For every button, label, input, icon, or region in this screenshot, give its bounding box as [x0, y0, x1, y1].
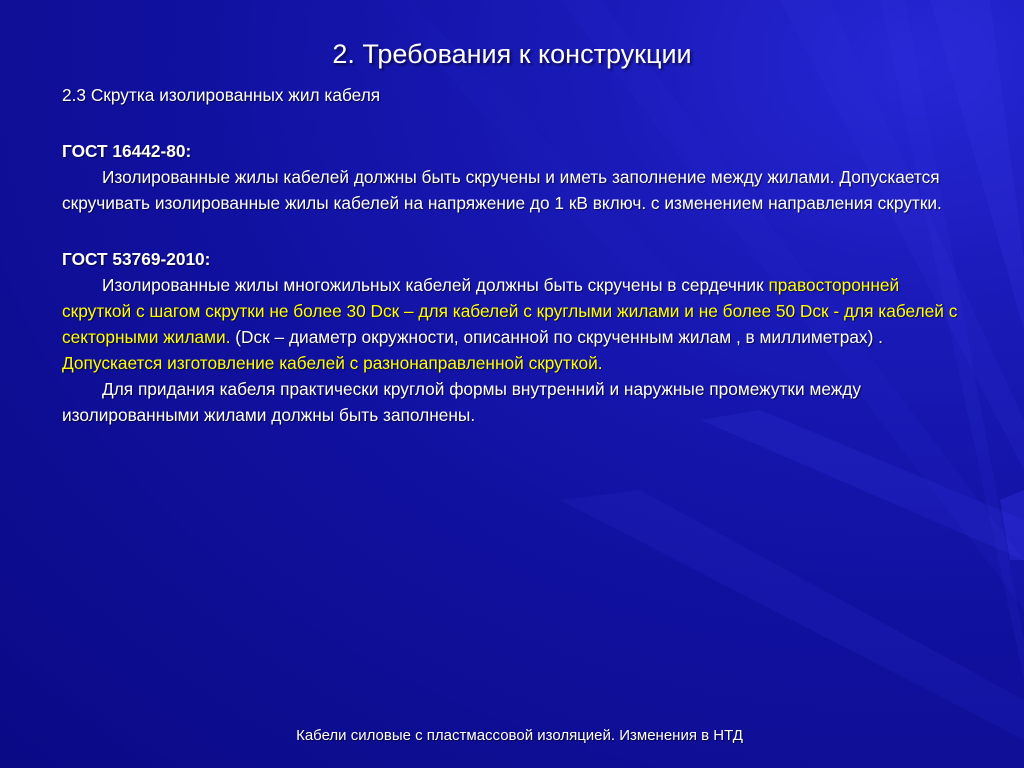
- slide-title: 2. Требования к конструкции: [332, 39, 692, 69]
- gost-16442-text: Изолированные жилы кабелей должны быть скручены и иметь заполнение между жилами. Допускается скручивать изолированные жилы кабелей на напряжение до 1 кВ включ. с изменением направления скрутки.: [62, 167, 942, 213]
- paragraph-text: (Dск – диаметр окружности, описанной по скрученным жилам , в миллиметрах) .: [230, 327, 883, 347]
- highlighted-requirement: правосторонней скруткой с шагом скрутки не более 30 Dск – для кабелей с круглыми жилами и не более 50 Dск - для кабелей с секторными жилами.: [62, 275, 958, 347]
- slide-footer: Кабели силовые с пластмассовой изоляцией. Изменения в НТД: [296, 727, 743, 744]
- section-subtitle: 2.3 Скрутка изолированных жил кабеля: [62, 85, 381, 105]
- highlighted-permission: Допускается изготовление кабелей с разнонаправленной скруткой.: [62, 353, 603, 373]
- gost-16442-label: ГОСТ 16442-80:: [62, 141, 192, 161]
- gost-53769-paragraph-1: [62, 272, 966, 376]
- gost-53769-label: ГОСТ 53769-2010:: [62, 249, 211, 269]
- paragraph-text: Изолированные жилы многожильных кабелей должны быть скручены в сердечник: [102, 275, 769, 295]
- gost-53769-paragraph-2: Для придания кабеля практически круглой формы внутренний и наружные промежутки между изолированными жилами должны быть заполнены.: [62, 379, 862, 425]
- slide-body: [62, 82, 966, 428]
